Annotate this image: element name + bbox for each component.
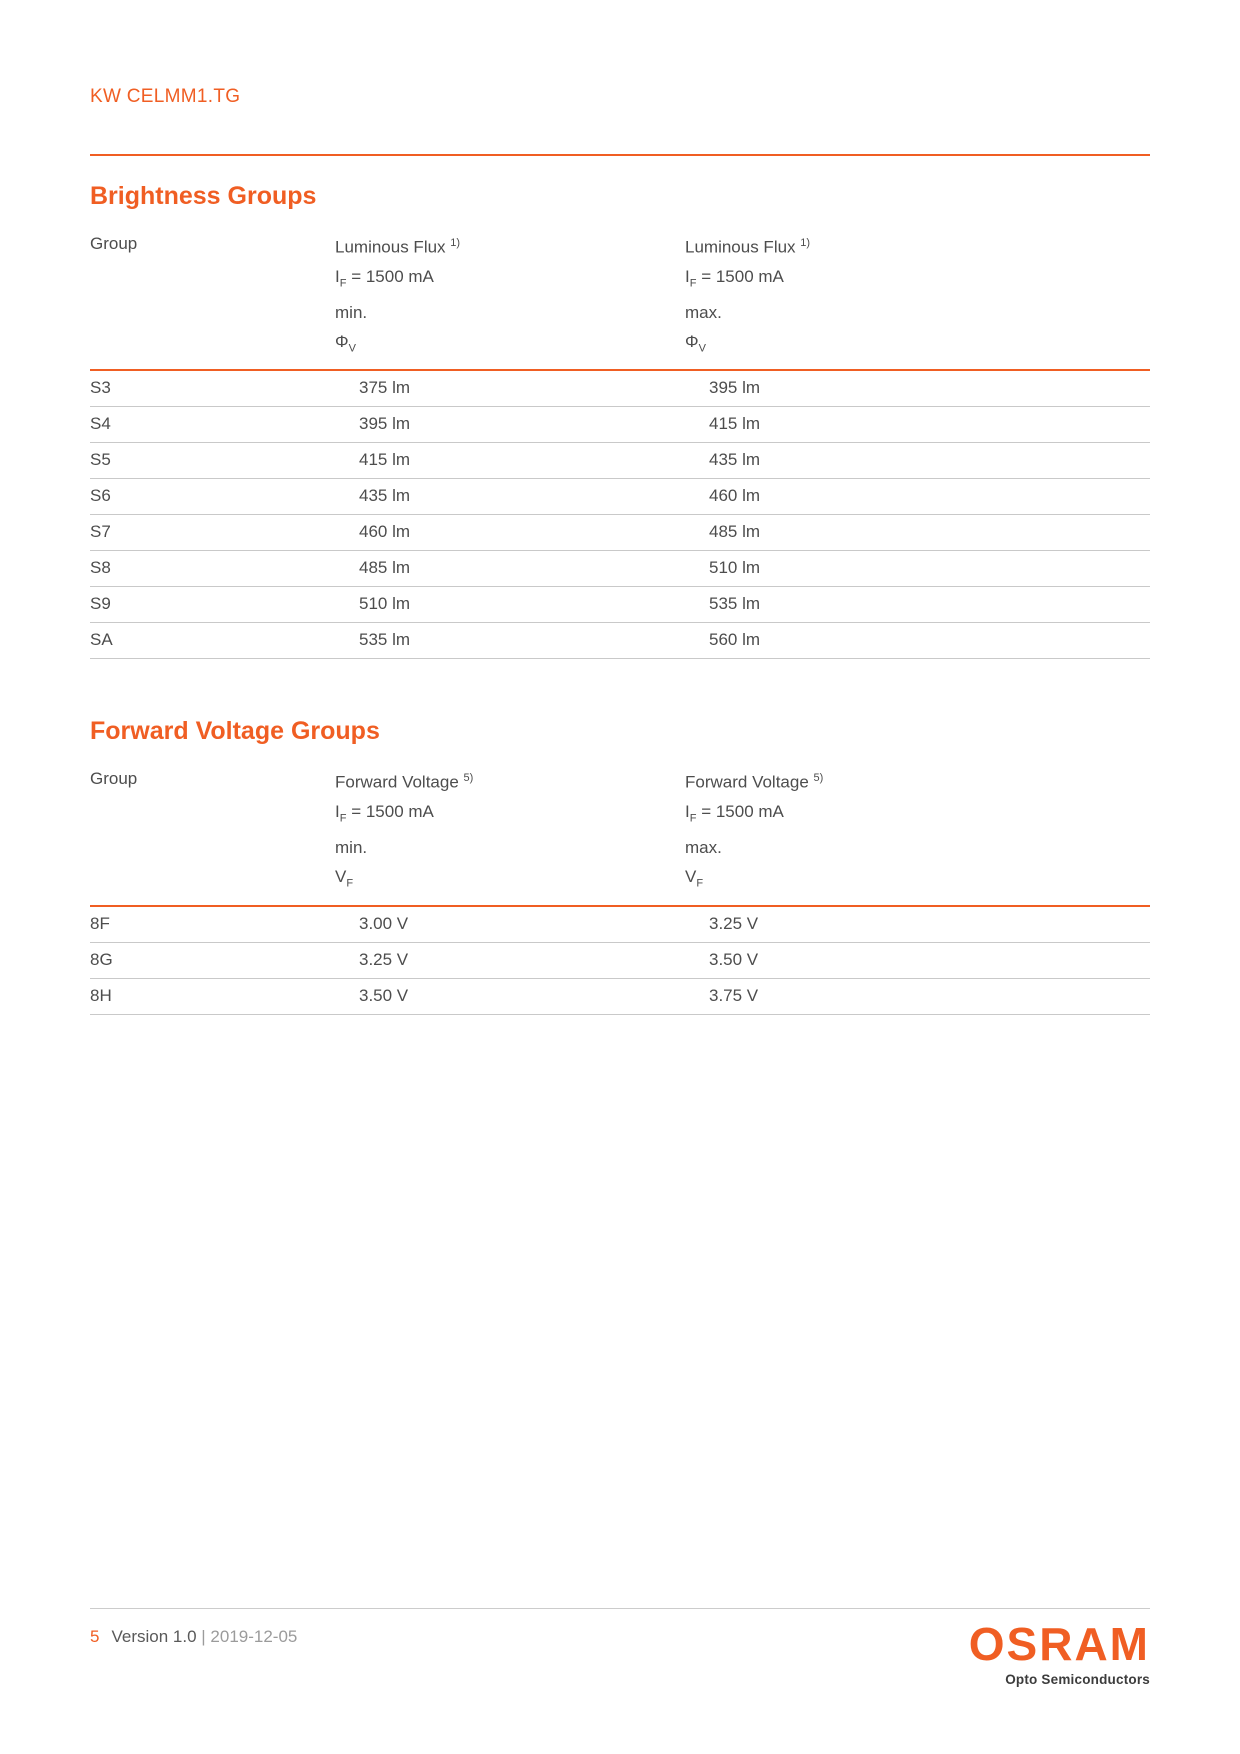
header-divider <box>90 154 1150 156</box>
group-cell: SA <box>90 630 113 650</box>
min-value-cell: 3.50 V <box>359 985 409 1005</box>
min-value-cell: 485 lm <box>359 558 411 578</box>
min-value-cell: 395 lm <box>359 414 411 434</box>
table-header <box>90 229 1150 371</box>
version-label: Version 1.0 <box>111 1627 197 1646</box>
section-title-forward-voltage-groups: Forward Voltage Groups <box>90 717 380 746</box>
table-row <box>90 371 1150 407</box>
table-row <box>90 623 1150 659</box>
footer-date: 2019-12-05 <box>210 1627 298 1646</box>
osram-logo-text: OSRAM <box>968 1618 1150 1670</box>
footnote-marker: 1) <box>450 237 461 249</box>
max-value-cell: 3.50 V <box>709 949 759 969</box>
column-header-group: Group <box>90 769 138 789</box>
table-row <box>90 943 1150 979</box>
table-row <box>90 479 1150 515</box>
max-value-cell: 510 lm <box>709 558 761 578</box>
max-value-cell: 395 lm <box>709 378 761 398</box>
column-header-luminous-flux-max: Luminous Flux $^{1)}$ $I_F = 1500$ mA max. $\Phi_V$ <box>685 237 811 355</box>
footnote-marker: 1) <box>800 237 811 249</box>
group-cell: 8H <box>90 985 112 1005</box>
page-number: 5 <box>90 1627 100 1646</box>
footer-separator: | <box>201 1627 206 1646</box>
document-title: KW CELMM1.TG <box>90 86 241 107</box>
group-cell: S7 <box>90 522 111 542</box>
column-header-group: Group <box>90 234 138 253</box>
min-value-cell: 375 lm <box>359 378 411 398</box>
max-value-cell: 3.75 V <box>709 985 759 1005</box>
max-value-cell: 460 lm <box>709 486 761 506</box>
column-header-forward-voltage-min: Forward Voltage $^{5)}$ $I_F = 1500$ mA min. $V_F$ <box>335 772 474 890</box>
group-cell: S5 <box>90 450 111 470</box>
table-header <box>90 764 1150 906</box>
max-value-cell: 485 lm <box>709 522 761 542</box>
min-value-cell: 435 lm <box>359 486 411 506</box>
table-row <box>90 515 1150 551</box>
max-value-cell: 3.25 V <box>709 913 759 933</box>
min-value-cell: 415 lm <box>359 450 411 470</box>
max-value-cell: 435 lm <box>709 450 761 470</box>
table-row <box>90 443 1150 479</box>
max-value-cell: 560 lm <box>709 630 761 650</box>
forward-voltage-groups-table <box>90 764 1150 1014</box>
footer-version-info <box>90 1621 297 1647</box>
table-row <box>90 587 1150 623</box>
max-value-cell: 535 lm <box>709 594 761 614</box>
min-value-cell: 510 lm <box>359 594 411 614</box>
group-cell: S9 <box>90 594 111 614</box>
brightness-groups-table <box>90 229 1150 659</box>
page-footer <box>90 1608 1150 1687</box>
group-cell: S3 <box>90 378 111 398</box>
group-cell: S6 <box>90 486 111 506</box>
min-value-cell: 3.00 V <box>359 913 409 933</box>
group-cell: 8G <box>90 949 113 969</box>
osram-logo <box>968 1618 1150 1687</box>
table-row <box>90 907 1150 943</box>
column-header-forward-voltage-max: Forward Voltage $^{5)}$ $I_F = 1500$ mA max. $V_F$ <box>685 772 824 890</box>
group-cell: S4 <box>90 414 111 434</box>
footnote-marker: 5) <box>813 772 824 785</box>
min-value-cell: 460 lm <box>359 522 411 542</box>
column-header-luminous-flux-min: Luminous Flux $^{1)}$ $I_F = 1500$ mA min. $\Phi_V$ <box>335 237 461 355</box>
group-cell: 8F <box>90 913 110 933</box>
min-value-cell: 3.25 V <box>359 949 409 969</box>
table-row <box>90 979 1150 1015</box>
group-cell: S8 <box>90 558 111 578</box>
table-row <box>90 407 1150 443</box>
max-value-cell: 415 lm <box>709 414 761 434</box>
min-value-cell: 535 lm <box>359 630 411 650</box>
section-title-brightness-groups: Brightness Groups <box>90 182 317 210</box>
table-row <box>90 551 1150 587</box>
footnote-marker: 5) <box>463 772 474 785</box>
osram-logo-subtitle: Opto Semiconductors <box>1005 1672 1150 1687</box>
